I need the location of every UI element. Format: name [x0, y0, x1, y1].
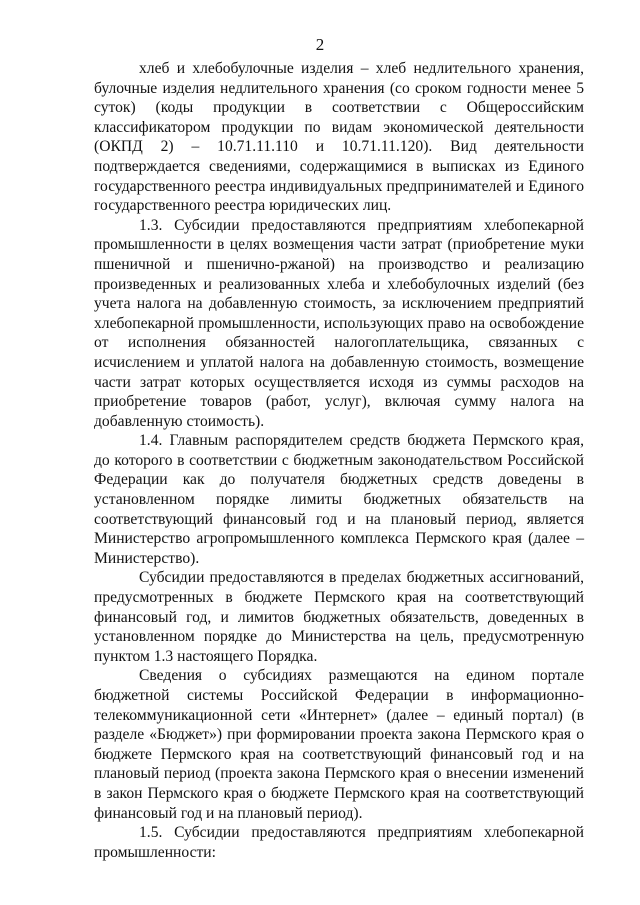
paragraph-1-5: 1.5. Субсидии предоставляются предприятиям хлебопекарной промышленности:: [94, 824, 584, 861]
paragraph-1-3: 1.3. Субсидии предоставляются предприятиям хлебопекарной промышленности в целях возмещения части затрат (приобретение муки пшеничной и пшенично-ржаной) на производство и реализацию произведенных и реализованных хлеба и хлебобулочных изделий (без учета налога на добавленную стоимость, за исключением предприятий хлебопекарной промышленности, использующих право на освобождение от исполнения обязанностей налогоплательщика, связанных с исчислением и уплатой налога на добавленную стоимость, возмещение части затрат которых осуществляется исходя из суммы расходов на приобретение товаров (работ, услуг), включая сумму налога на добавленную стоимость).: [94, 216, 584, 430]
paragraph-1-4: 1.4. Главным распорядителем средств бюджета Пермского края, до которого в соответствии с бюджетным законодательством Российской Федерации как до получателя бюджетных средств доведены в установленном порядке лимиты бюджетных обязательств на соответствующий финансовый год и на плановый период, является Министерство агропромышленного комплекса Пермского края (далее – Министерство).: [94, 432, 584, 567]
page-number: 2: [315, 35, 325, 54]
paragraph-bread-definition: хлеб и хлебобулочные изделия – хлеб недлительного хранения, булочные изделия недлительного хранения (со сроком годности менее 5 суток) (коды продукции в соответствии с Общероссийским классификатором продукции по видам экономической деятельности (ОКПД 2) – 10.71.11.110 и 10.71.11.120). Вид деятельности подтверждается сведениями, содержащимися в выписках из Единого государственного реестра индивидуальных предпринимателей и Единого государственного реестра юридических лиц.: [94, 60, 584, 215]
document-body: [94, 59, 584, 862]
paragraph-portal-info: Сведения о субсидиях размещаются на едином портале бюджетной системы Российской Федерации в информационно-телекоммуникационной сети «Интернет» (далее – единый портал) (в разделе «Бюджет») при формировании проекта закона Пермского края о бюджете Пермского края на соответствующий финансовый год и на плановый период (проекта закона Пермского края о внесении изменений в закон Пермского края о бюджете Пермского края на соответствующий финансовый год и на плановый период).: [94, 667, 584, 822]
paragraph-subsidies-limits: Субсидии предоставляются в пределах бюджетных ассигнований, предусмотренных в бюджете Пермского края на соответствующий финансовый год, и лимитов бюджетных обязательств, доведенных в установленном порядке до Министерства на цель, предусмотренную пунктом 1.3 настоящего Порядка.: [94, 569, 584, 665]
